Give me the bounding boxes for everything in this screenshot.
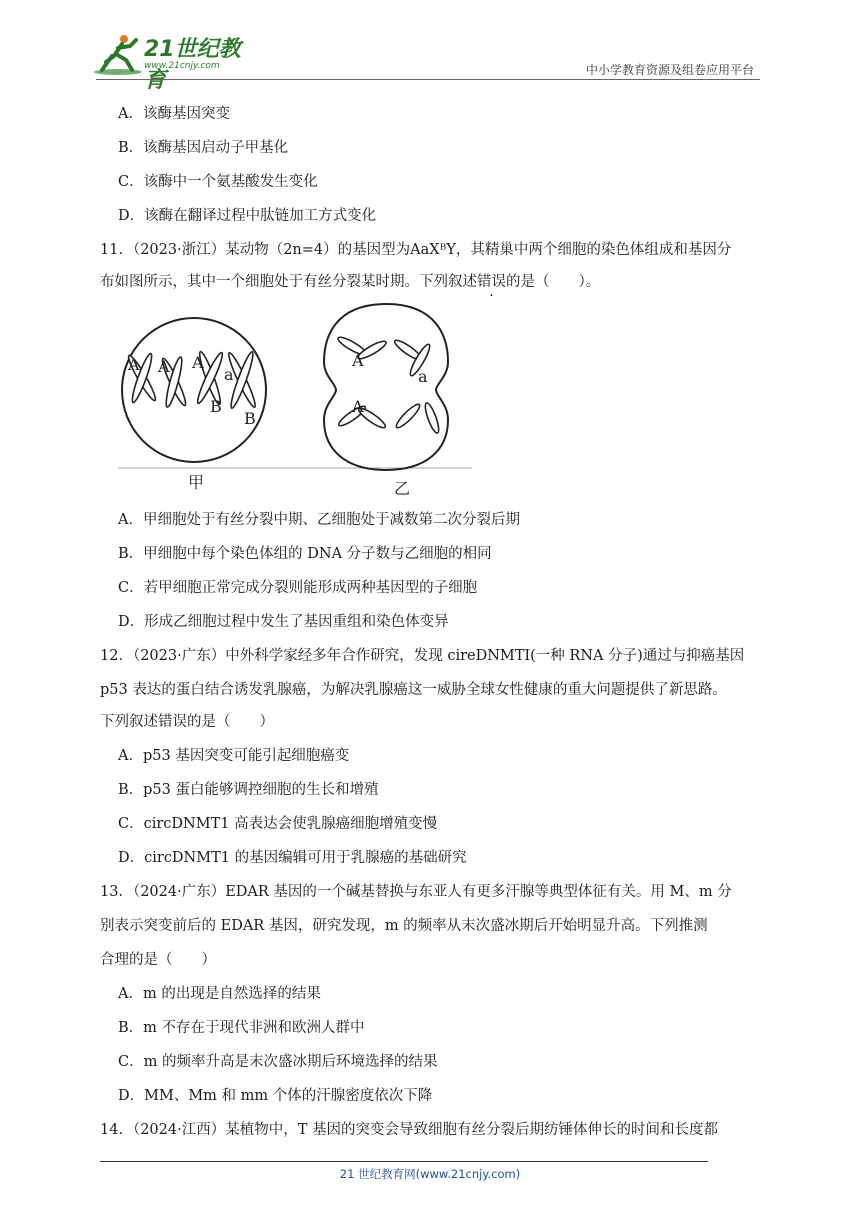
gene-label-b2: B [244,409,256,428]
q12-option-d: D．circDNMT1 的基因编辑可用于乳腺癌的基础研究 [118,850,467,866]
q13-option-a: A．m 的出现是自然选择的结果 [118,986,321,1002]
q11-emphasis-error: 错误 [477,274,506,290]
q12-option-b: B．p53 蛋白能够调控细胞的生长和增殖 [118,782,379,798]
q12-stem-line1: 12．（2023·广东）中外科学家经多年合作研究，发现 cireDNMTI(一种 RNA 分子)通过与抑癌基因 [100,648,745,664]
logo-url: www.21cnjy.com [144,61,220,71]
logo-text: 21世纪教育 [144,37,241,93]
q12-option-c: C．circDNMT1 高表达会使乳腺癌细胞增殖变慢 [118,816,438,832]
q10-option-a: A．该酶基因突变 [118,106,230,122]
q11-option-a: A．甲细胞处于有丝分裂中期、乙细胞处于减数第二次分裂后期 [118,512,520,528]
cell-yi [324,304,448,470]
q11-option-b: B．甲细胞中每个染色体组的 DNA 分子数与乙细胞的相同 [118,546,492,562]
q12-stem-line3: 下列叙述错误的是（ ） [100,714,274,730]
gene-label-a2: A [158,357,170,376]
site-logo [92,32,262,93]
q13-stem-line3: 合理的是（ ） [100,952,216,968]
yi-gene-a-lower: a [418,367,428,386]
q10-option-b: B．该酶基因启动子甲基化 [118,140,289,156]
q13-stem-line1: 13．（2024·广东）EDAR 基因的一个碱基替换与东亚人有更多汗腺等典型体征有关。用 M、m 分 [100,884,732,900]
q13-option-b: B．m 不存在于现代非洲和欧洲人群中 [118,1020,365,1036]
q12-option-a: A．p53 基因突变可能引起细胞癌变 [118,748,350,764]
q11-stem-text: 布如图所示，其中一个细胞处于有丝分裂某时期。下列叙述 [100,274,477,290]
q12-stem-line2: p53 表达的蛋白结合诱发乳腺癌，为解决乳腺癌这一威胁全球女性健康的重大问题提供了新思路。 [100,682,727,698]
runner-logo-icon [92,32,142,76]
figure-label-yi: 乙 [394,479,411,498]
q10-option-d: D．该酶在翻译过程中肽链加工方式变化 [118,208,377,224]
q13-option-c: C．m 的频率升高是末次盛冰期后环境选择的结果 [118,1054,438,1070]
q11-option-c: C．若甲细胞正常完成分裂则能形成两种基因型的子细胞 [118,580,478,596]
header-divider [96,79,760,80]
q11-stem-tail: 的是（ ）。 [506,274,601,290]
q13-stem-line2: 别表示突变前后的 EDAR 基因，研究发现，m 的频率从末次盛冰期后开始明显升高。下列推测 [100,918,708,934]
q10-option-c: C．该酶中一个氨基酸发生变化 [118,174,318,190]
page-header [0,0,860,93]
figure-label-jia: 甲 [188,473,205,492]
q13-option-d: D．MM、Mm 和 mm 个体的汗腺密度依次下降 [118,1088,433,1104]
gene-label-a3: A [192,353,204,372]
platform-title: 中小学教育资源及组卷应用平台 [585,63,754,77]
q11-stem-line2 [100,272,600,292]
gene-label-b1: B [210,397,222,416]
q14-stem-line1: 14．（2024·江西）某植物中，T 基因的突变会导致细胞有丝分裂后期纺锤体伸长的时间和长度都 [100,1122,718,1138]
q11-stem-line1: 11．（2023·浙江）某动物（2n=4）的基因型为AaXᴮY，其精巢中两个细胞的染色体组成和基因分 [100,242,732,258]
cell-jia [122,318,266,462]
q11-option-d: D．形成乙细胞过程中发生了基因重组和染色体变异 [118,614,449,630]
footer-divider [100,1161,708,1162]
footer-link[interactable]: 21 世纪教育网(www.21cnjy.com) [339,1167,521,1181]
yi-gene-a-upper: A [352,351,364,370]
gene-label-a1: A [128,355,140,374]
cell-division-figure [116,300,476,500]
yi-gene-a-bottom: A [352,397,364,416]
gene-label-a-small: a [224,365,234,384]
